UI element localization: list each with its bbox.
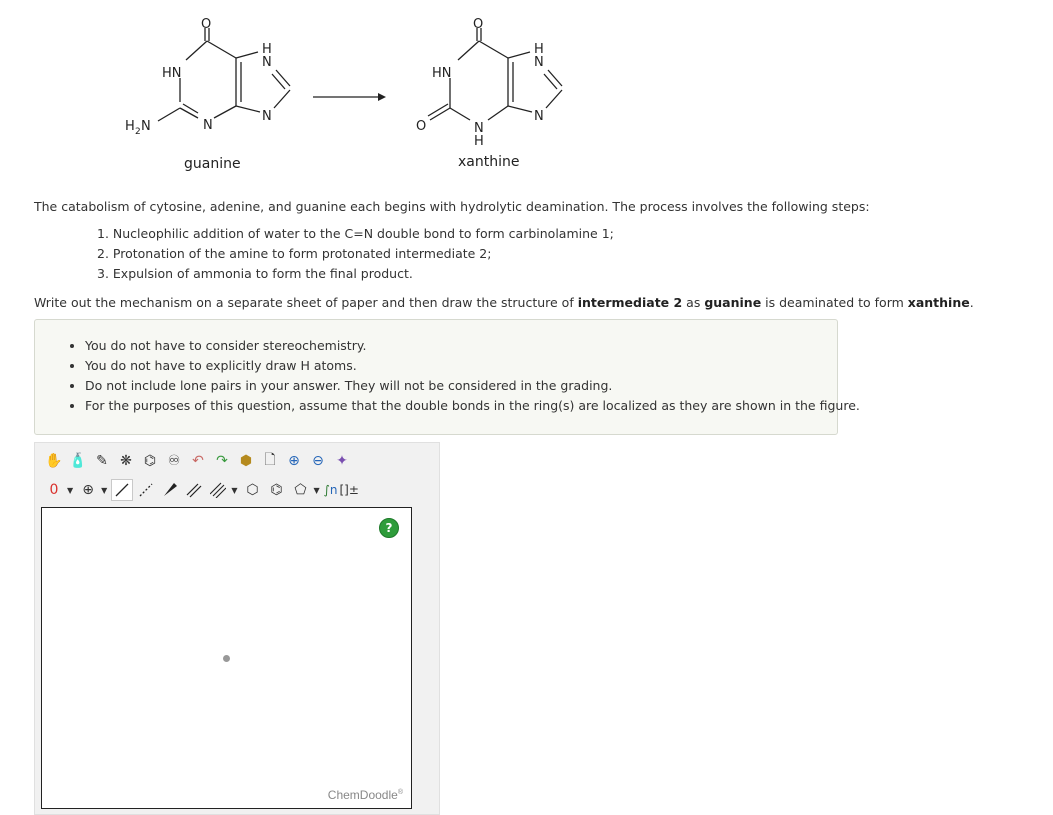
step-item: 1. Nucleophilic addition of water to the C=N double bond to form carbinolamine 1; [97,226,614,241]
zoom-in-icon[interactable]: ⊕ [288,453,300,469]
bond [158,108,180,121]
atom-o: O [201,17,212,32]
chevron-down-icon[interactable]: ▼ [313,485,320,495]
bond [508,106,532,112]
eraser-bottle-icon[interactable]: 🧴 [69,453,87,469]
atom-hn: HN [162,66,182,81]
single-bond-icon[interactable] [111,479,133,501]
task-text [34,295,974,310]
atom-amine-h: H [125,119,135,134]
triple-bond-icon[interactable] [207,479,229,501]
clear-icon[interactable]: 🗋 [264,452,276,468]
chemdoodle-logo [328,788,403,802]
bond [458,41,479,60]
atom-n: N [203,118,213,133]
hand-icon[interactable]: ✋ [45,453,63,469]
bracket-button[interactable]: []± [339,483,359,497]
lasso-icon[interactable]: ✎ [96,453,108,469]
bond [479,41,508,58]
arrow-head [378,93,386,101]
colors-icon[interactable]: ✦ [336,453,348,469]
step-item: 2. Protonation of the amine to form protonated intermediate 2; [97,246,492,261]
atom-o: O [416,119,427,134]
bond [207,41,236,58]
bond [236,106,260,112]
reaction-figure [100,8,600,178]
hashed-bond-icon[interactable] [135,479,157,501]
integral-icon: ∫ [323,483,330,497]
steps-list [97,227,614,287]
help-button[interactable]: ? [379,518,399,538]
bond [236,52,258,58]
bond [544,74,557,89]
brand-text: ChemDoodle [327,788,398,802]
bond [508,52,530,58]
intro-text: The catabolism of cytosine, adenine, and guanine each begins with hydrolytic deamination. The process involves the following steps: [34,199,870,214]
atom-hn: HN [432,66,452,81]
3d-icon[interactable]: ⬢ [239,453,253,469]
atom-n: N [534,109,544,124]
task-emphasis: guanine [704,295,762,310]
sgroup-label: n [329,483,338,497]
notes-box [34,319,860,435]
atom-n: N [262,55,272,70]
chevron-down-icon[interactable]: ▼ [101,485,108,495]
atom-amine-n: N [141,119,151,134]
task-part: is deaminated to form [761,295,908,310]
note-item: • You do not have to explicitly draw H atoms. [85,358,837,378]
ring-template-icon[interactable]: ❋ [120,453,132,469]
atom-o: O [473,17,484,32]
task-part: . [969,295,974,310]
bond [488,106,508,120]
toolbar-row-2 [43,476,361,504]
atom-h: H [534,42,544,57]
task-emphasis: xanthine [907,295,970,310]
charge-plus-button[interactable]: ⊕ [82,482,95,498]
drawing-canvas[interactable] [41,507,412,809]
brand-mark: ® [397,789,403,796]
toolbar-row-1 [43,447,355,475]
task-emphasis: intermediate 2 [577,295,683,310]
bond [186,41,207,60]
bond [276,70,290,86]
bond [430,108,450,120]
atom-n: N [262,109,272,124]
redo-icon[interactable]: ↷ [216,453,228,469]
reactant-name: guanine [184,156,241,172]
note-item: • For the purposes of this question, assume that the double bonds in the ring(s) are localized as they are shown in the figure. [85,398,837,418]
bond [428,104,448,116]
chevron-down-icon[interactable]: ▼ [67,485,74,495]
task-part: as [682,295,705,310]
atom-n: N [534,55,544,70]
element-oxygen-button[interactable]: 0 [49,482,59,498]
wedge-bond-icon[interactable] [159,479,181,501]
atom-h: H [474,134,484,149]
canvas-origin-dot [223,655,230,662]
zoom-out-icon[interactable]: ⊖ [312,453,324,469]
benzene-icon[interactable]: ⌬ [270,482,283,498]
undo-icon[interactable]: ↶ [192,453,204,469]
bond [548,70,562,86]
sgroup-button[interactable] [324,479,338,501]
bond [214,106,236,118]
reaction-scheme [100,8,600,178]
atom-amine-subscript: 2 [135,127,141,137]
templates-icon[interactable]: ⌬ [143,453,157,469]
chevron-down-icon[interactable]: ▼ [231,485,238,495]
bond [180,108,198,118]
note-item: • Do not include lone pairs in your answer. They will not be considered in the grading. [85,378,837,398]
double-bond-icon[interactable] [183,479,205,501]
atom-h: H [262,42,272,57]
bond [274,90,290,108]
bond [272,74,285,89]
cyclohexane-icon[interactable]: ⬡ [246,482,259,498]
note-item: • You do not have to consider stereochemistry. [85,338,837,358]
atom-n: N [474,121,484,136]
clean-icon[interactable]: ♾ [167,453,181,469]
chemdoodle-editor [34,442,440,815]
bond [546,90,562,108]
task-part: Write out the mechanism on a separate sheet of paper and then draw the structure of [34,295,578,310]
product-name: xanthine [458,154,520,170]
bond [450,108,470,120]
cyclopentane-icon[interactable]: ⬠ [294,482,307,498]
step-item: 3. Expulsion of ammonia to form the final product. [97,266,413,281]
